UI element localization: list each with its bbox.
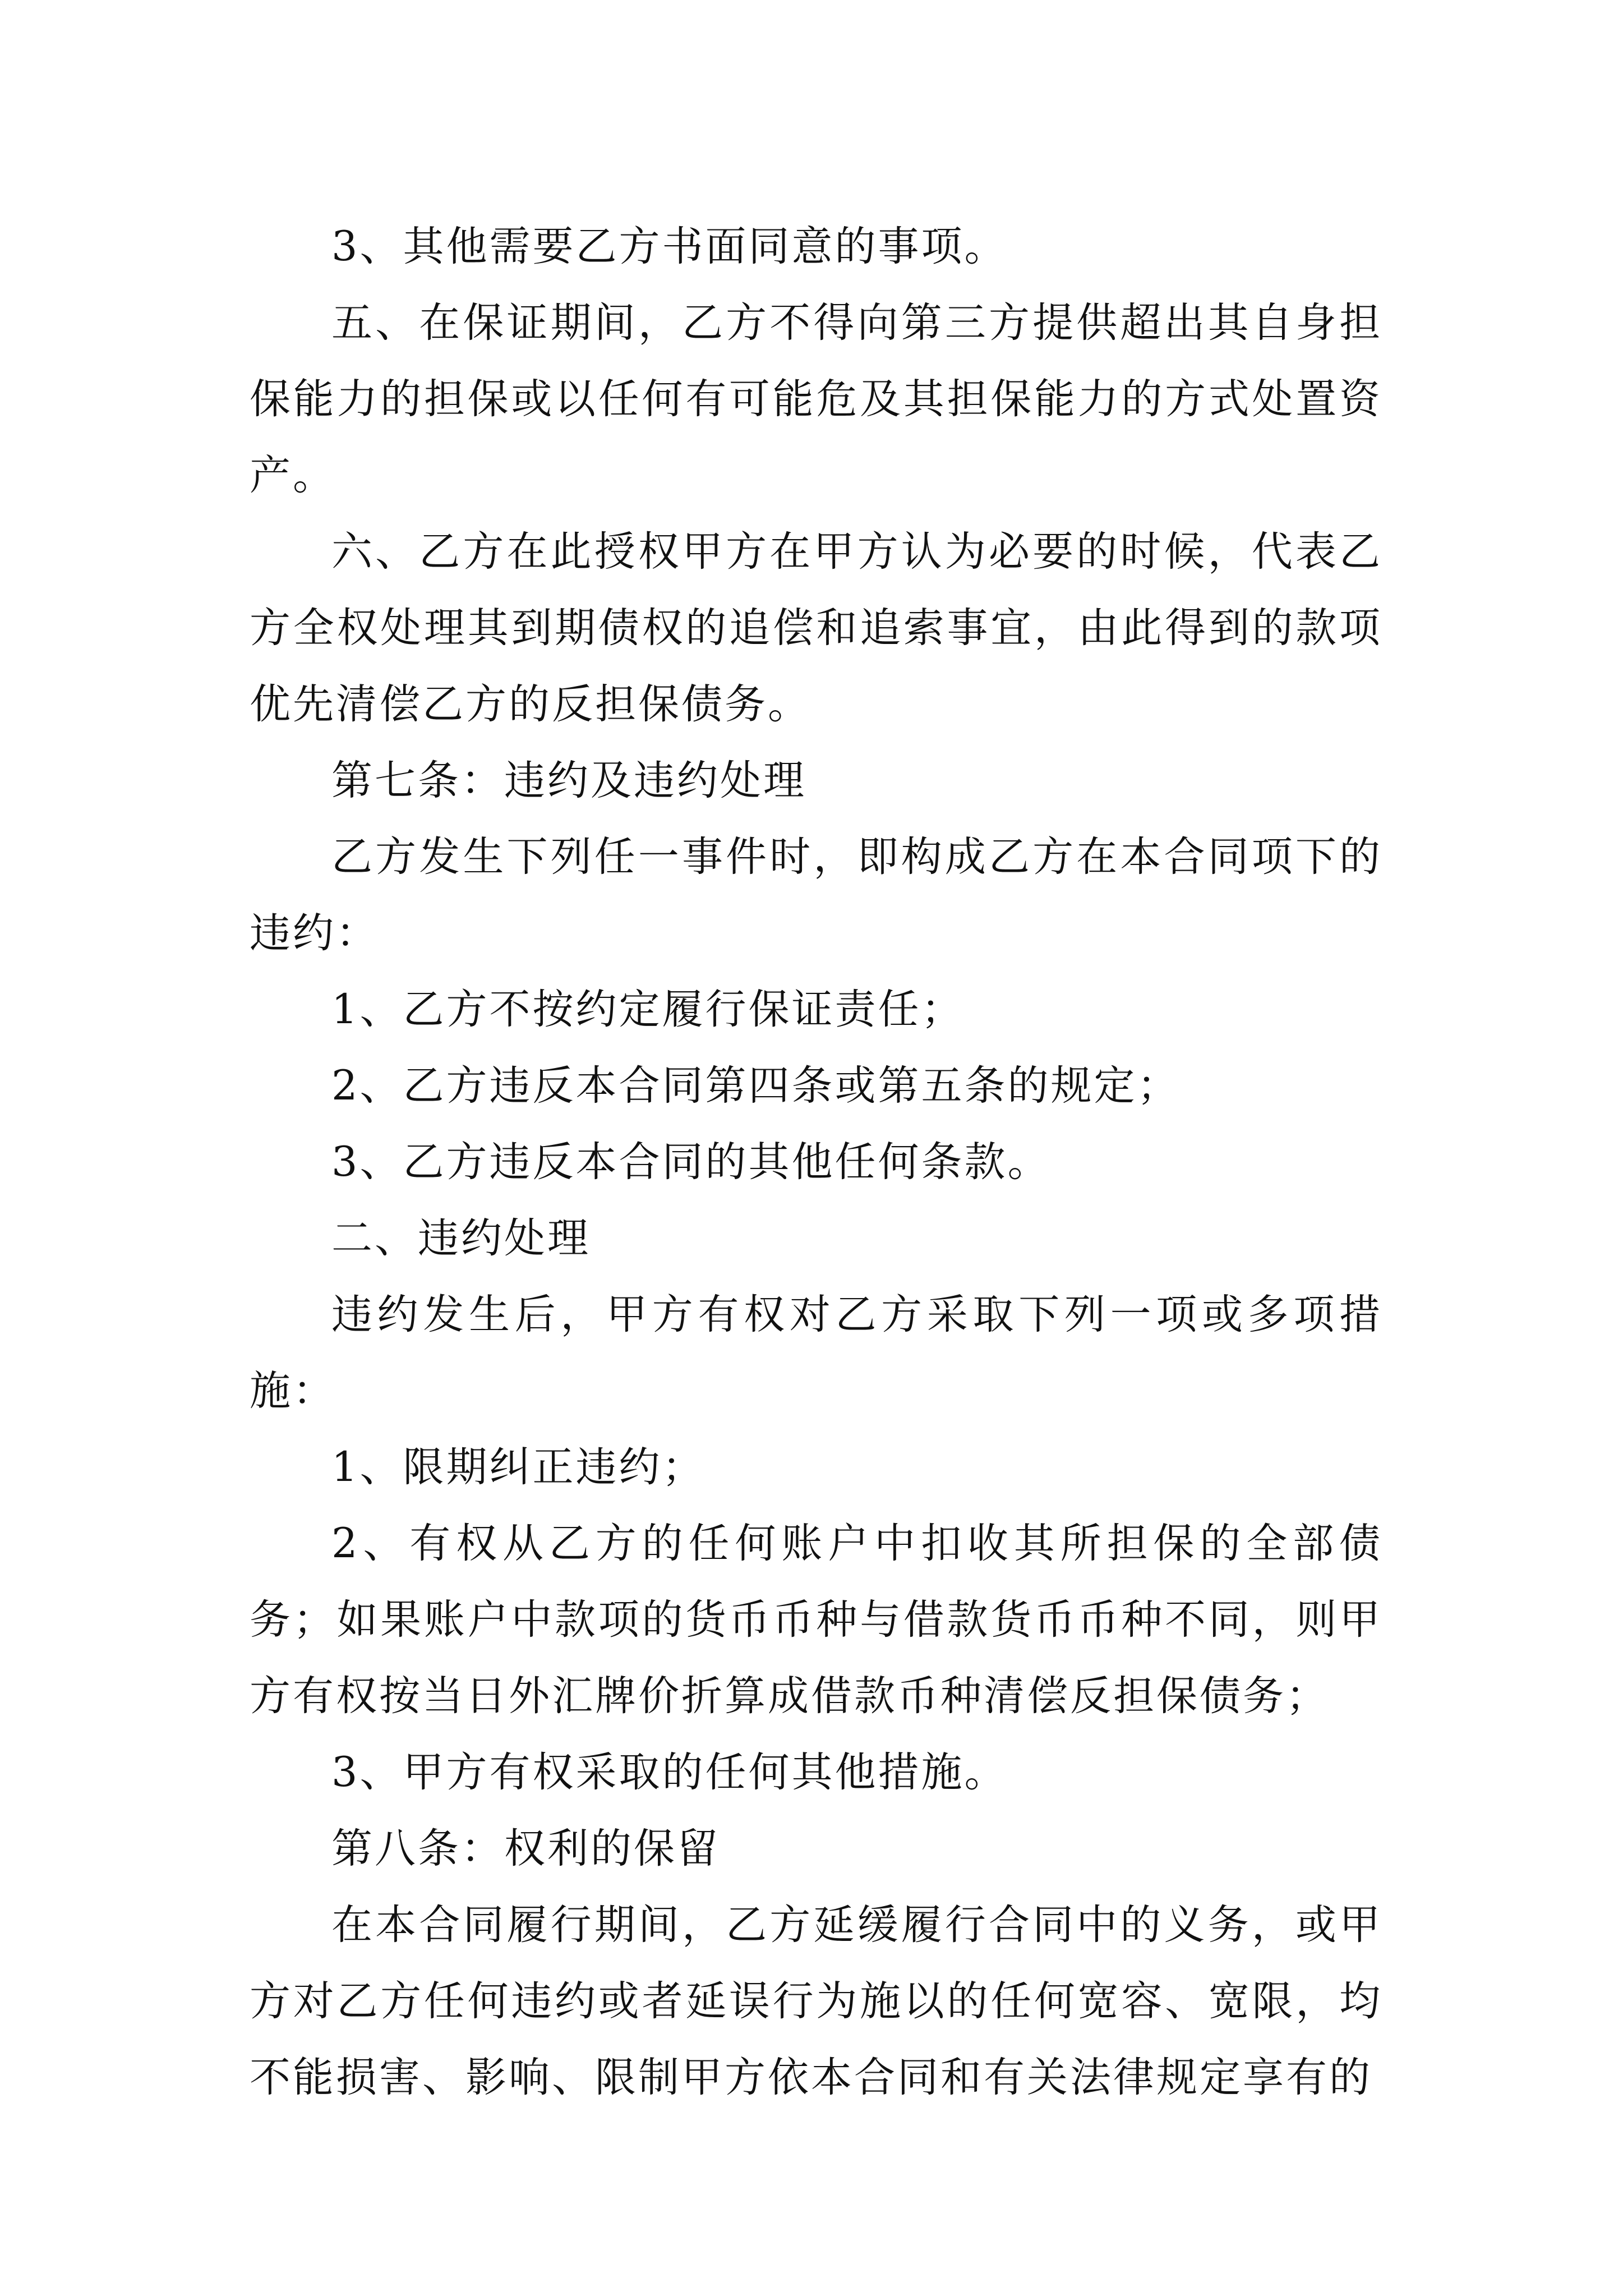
list-item: 3、乙方违反本合同的其他任何条款。	[331, 1138, 1051, 1186]
paragraph: 违约发生后，甲方有权对乙方采取下列一项或多项措施：	[250, 1291, 1382, 1415]
list-item: 3、甲方有权采取的任何其他措施。	[331, 1749, 1008, 1796]
paragraph: 在本合同履行期间，乙方延缓履行合同中的义务，或甲方对乙方任何违约或者延误行为施以的任何宽容、宽限，均不能损害、影响、限制甲方依本合同和有关法律规定享有的	[250, 1901, 1382, 2101]
list-item: 1、限期纠正违约；	[331, 1443, 706, 1491]
list-item: 1、乙方不按约定履行保证责任；	[331, 986, 965, 1033]
document-body	[250, 209, 1382, 2116]
section-heading: 第七条：违约及违约处理	[331, 757, 806, 804]
list-item: 2、有权从乙方的任何账户中扣收其所担保的全部债务；如果账户中款项的货币币种与借款货币币种不同，则甲方有权按当日外汇牌价折算成借款币种清偿反担保债务；	[250, 1520, 1382, 1720]
paragraph: 五、在保证期间，乙方不得向第三方提供超出其自身担保能力的担保或以任何有可能危及其担保能力的方式处置资产。	[250, 299, 1382, 499]
subsection-heading: 二、违约处理	[331, 1214, 591, 1262]
paragraph: 乙方发生下列任一事件时，即构成乙方在本合同项下的违约：	[250, 833, 1382, 957]
list-item: 2、乙方违反本合同第四条或第五条的规定；	[331, 1062, 1181, 1110]
section-heading: 第八条：权利的保留	[331, 1825, 720, 1872]
paragraph: 3、其他需要乙方书面同意的事项。	[331, 223, 1008, 270]
paragraph: 六、乙方在此授权甲方在甲方认为必要的时候，代表乙方全权处理其到期债权的追偿和追索事宜，由此得到的款项优先清偿乙方的反担保债务。	[250, 528, 1382, 728]
